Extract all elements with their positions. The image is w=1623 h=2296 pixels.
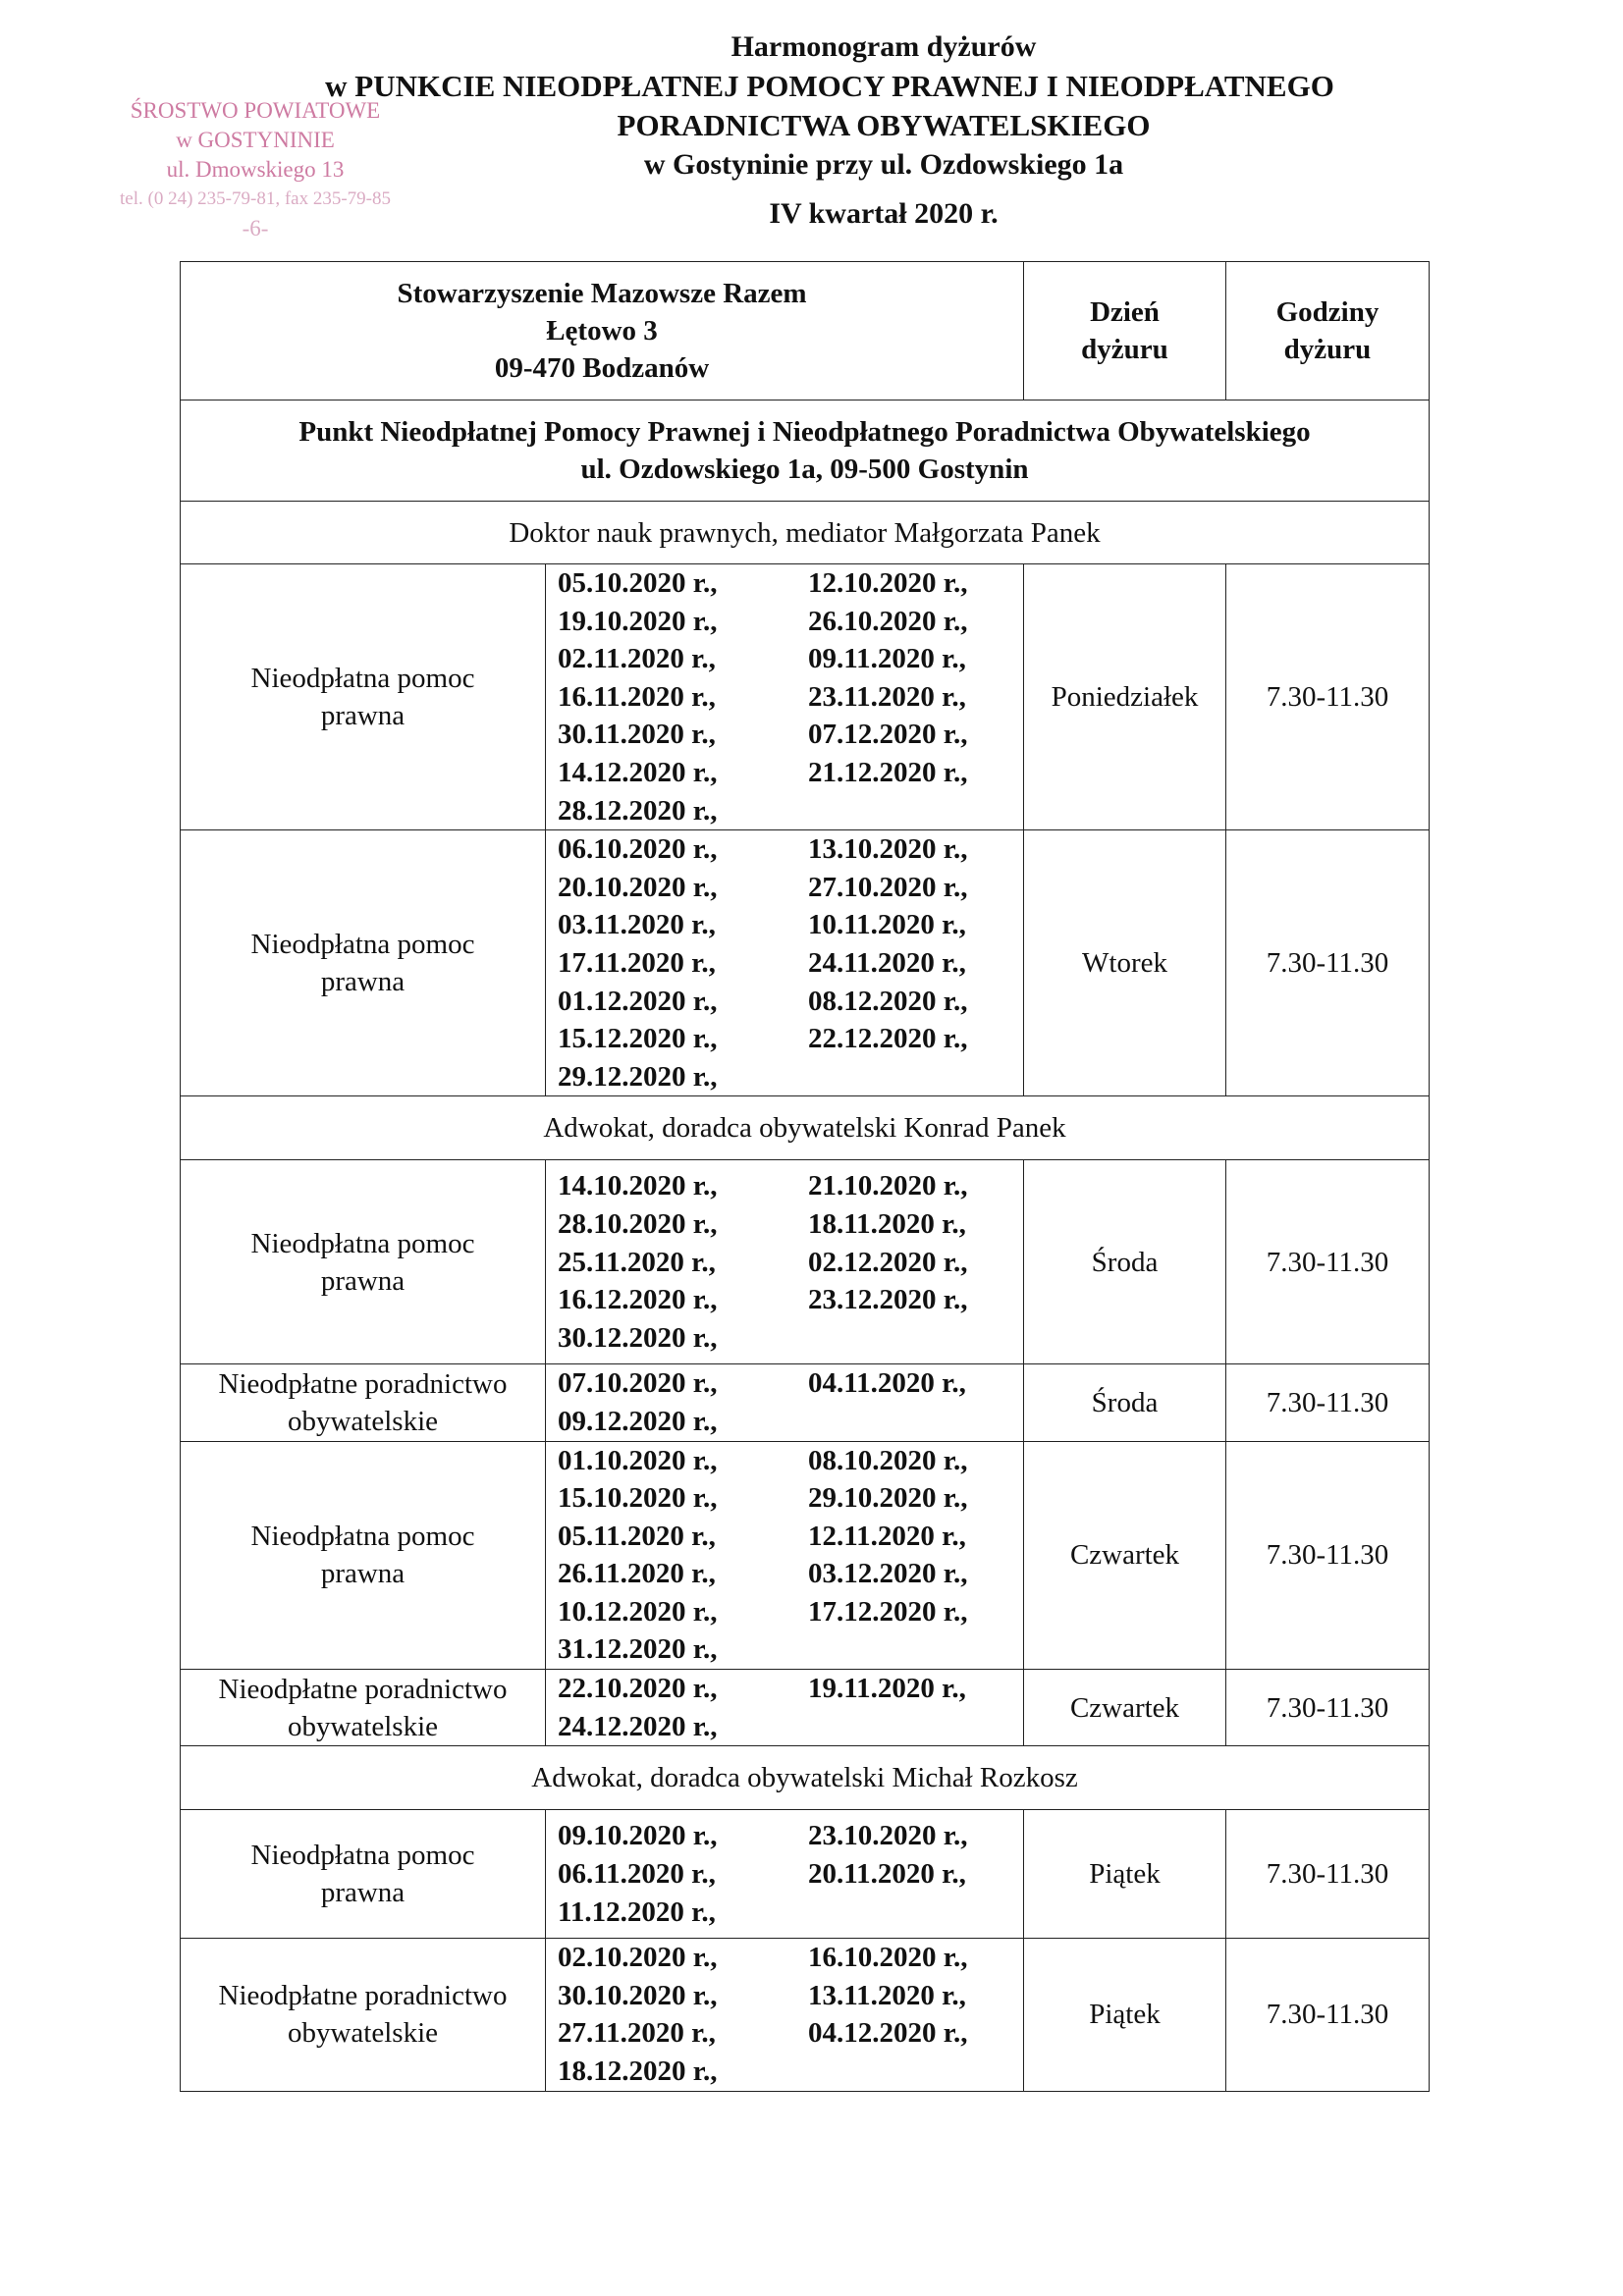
duty-day-cell: Czwartek	[1024, 1441, 1226, 1670]
duty-date: 20.11.2020 r.,	[808, 1857, 966, 1890]
duty-date: 28.10.2020 r.,	[558, 1207, 718, 1240]
dates-list	[546, 1670, 1023, 1745]
duty-date: 10.12.2020 r.,	[558, 1595, 718, 1628]
person-row	[181, 502, 1430, 564]
duty-date: 06.10.2020 r.,	[558, 833, 718, 866]
assistance-type-line1: Nieodpłatna pomoc	[250, 1227, 475, 1259]
person-cell: Doktor nauk prawnych, mediator Małgorzata Panek	[181, 502, 1430, 564]
duty-date: 22.10.2020 r.,	[558, 1673, 718, 1705]
duty-day-cell: Środa	[1024, 1160, 1226, 1364]
assistance-type-line1: Nieodpłatne poradnictwo	[218, 1673, 508, 1705]
dates-cell	[546, 1160, 1024, 1364]
assistance-type-line2: prawna	[320, 1264, 406, 1297]
col-header-day-line1: Dzień	[1090, 296, 1160, 328]
dates-cell	[546, 1441, 1024, 1670]
duty-date: 09.10.2020 r.,	[558, 1820, 718, 1852]
dates-list	[546, 564, 1023, 829]
duty-date: 12.11.2020 r.,	[808, 1520, 966, 1552]
duty-date: 30.11.2020 r.,	[558, 719, 716, 751]
assistance-type-cell	[181, 1939, 546, 2091]
table-row	[181, 1939, 1430, 2091]
document-header	[226, 27, 1434, 234]
dates-list	[546, 1939, 1023, 2090]
stamp-line-phone: tel. (0 24) 235-79-81, fax 235-79-85	[120, 188, 391, 209]
col-header-day	[1024, 262, 1226, 400]
assistance-type-line2: obywatelskie	[287, 1710, 438, 1742]
table-row	[181, 564, 1430, 830]
duty-date: 03.11.2020 r.,	[558, 909, 716, 941]
assistance-type-line1: Nieodpłatna pomoc	[250, 663, 475, 695]
stamp-line-street: ul. Dmowskiego 13	[166, 157, 345, 182]
assistance-type-line1: Nieodpłatna pomoc	[250, 929, 475, 961]
table-header-row	[181, 262, 1430, 400]
duty-date: 23.11.2020 r.,	[808, 680, 966, 713]
person-cell: Adwokat, doradca obywatelski Konrad Panek	[181, 1096, 1430, 1160]
duty-date: 26.10.2020 r.,	[808, 605, 968, 637]
stamp-line-office: ŚROSTWO POWIATOWE	[130, 98, 381, 123]
duty-date: 07.12.2020 r.,	[808, 719, 968, 751]
assistance-type-line2: obywatelskie	[287, 1405, 438, 1437]
duty-day-cell: Piątek	[1024, 1939, 1226, 2091]
dates-cell	[546, 1939, 1024, 2091]
duty-date: 16.12.2020 r.,	[558, 1284, 718, 1316]
duty-date: 02.10.2020 r.,	[558, 1942, 718, 1974]
stamp-line-page: -6-	[242, 216, 269, 240]
duty-day-cell: Poniedziałek	[1024, 564, 1226, 830]
assistance-type-line2: prawna	[320, 700, 406, 732]
duty-date: 27.11.2020 r.,	[558, 2017, 716, 2050]
duty-date: 01.12.2020 r.,	[558, 985, 718, 1017]
duty-date: 24.11.2020 r.,	[808, 946, 966, 979]
duty-date: 19.11.2020 r.,	[808, 1673, 966, 1705]
duty-date: 06.11.2020 r.,	[558, 1857, 716, 1890]
duty-hours-cell: 7.30-11.30	[1226, 1364, 1430, 1441]
assistance-type-cell	[181, 1670, 546, 1746]
table-row	[181, 1670, 1430, 1746]
duty-date: 23.10.2020 r.,	[808, 1820, 968, 1852]
assistance-type-line2: prawna	[320, 966, 406, 998]
duty-date: 30.10.2020 r.,	[558, 1979, 718, 2011]
duty-date: 18.12.2020 r.,	[558, 2056, 718, 2088]
doc-quarter: IV kwartał 2020 r.	[769, 197, 999, 230]
point-row	[181, 400, 1430, 502]
duty-date: 04.11.2020 r.,	[808, 1367, 966, 1400]
duty-date: 31.12.2020 r.,	[558, 1633, 718, 1666]
duty-date: 04.12.2020 r.,	[808, 2017, 968, 2050]
duty-date: 09.12.2020 r.,	[558, 1405, 718, 1437]
duty-date: 18.11.2020 r.,	[808, 1207, 966, 1240]
assistance-type-line1: Nieodpłatna pomoc	[250, 1521, 475, 1553]
duty-date: 28.12.2020 r.,	[558, 794, 718, 827]
organization-cell	[181, 262, 1024, 400]
duty-date: 22.12.2020 r.,	[808, 1023, 968, 1055]
duty-date: 16.11.2020 r.,	[558, 680, 716, 713]
duty-date: 02.12.2020 r.,	[808, 1246, 968, 1278]
duty-date: 21.10.2020 r.,	[808, 1170, 968, 1202]
duty-date: 02.11.2020 r.,	[558, 643, 716, 675]
duty-day-cell: Środa	[1024, 1364, 1226, 1441]
duty-date: 14.10.2020 r.,	[558, 1170, 718, 1202]
doc-subtitle-2: PORADNICTWA OBYWATELSKIEGO	[617, 108, 1151, 142]
duty-date: 26.11.2020 r.,	[558, 1558, 716, 1590]
col-header-day-line2: dyżuru	[1081, 334, 1168, 365]
duty-date: 09.11.2020 r.,	[808, 643, 966, 675]
duty-date: 12.10.2020 r.,	[808, 567, 968, 599]
duty-hours-cell: 7.30-11.30	[1226, 1670, 1430, 1746]
duty-date: 27.10.2020 r.,	[808, 871, 968, 903]
person-row	[181, 1096, 1430, 1160]
duty-date: 13.10.2020 r.,	[808, 833, 968, 866]
dates-cell	[546, 1670, 1024, 1746]
table-row	[181, 830, 1430, 1096]
duty-date: 15.10.2020 r.,	[558, 1482, 718, 1515]
assistance-type-line1: Nieodpłatna pomoc	[250, 1840, 475, 1872]
duty-date: 10.11.2020 r.,	[808, 909, 966, 941]
duty-date: 05.11.2020 r.,	[558, 1520, 716, 1552]
duty-date: 17.12.2020 r.,	[808, 1595, 968, 1628]
assistance-type-line2: obywatelskie	[287, 2017, 438, 2050]
dates-cell	[546, 1364, 1024, 1441]
col-header-hours	[1226, 262, 1430, 400]
person-row	[181, 1746, 1430, 1810]
assistance-type-cell	[181, 830, 546, 1096]
dates-list	[546, 1817, 1023, 1931]
duty-date: 15.12.2020 r.,	[558, 1023, 718, 1055]
dates-cell	[546, 1810, 1024, 1939]
dates-cell	[546, 830, 1024, 1096]
duty-day-cell: Piątek	[1024, 1810, 1226, 1939]
duty-date: 20.10.2020 r.,	[558, 871, 718, 903]
dates-list	[546, 1364, 1023, 1440]
dates-list	[546, 1167, 1023, 1357]
table-row	[181, 1810, 1430, 1939]
duty-hours-cell: 7.30-11.30	[1226, 1939, 1430, 2091]
org-address-2: 09-470 Bodzanów	[494, 352, 710, 384]
table-row	[181, 1160, 1430, 1364]
duty-date: 16.10.2020 r.,	[808, 1942, 968, 1974]
assistance-type-cell	[181, 1441, 546, 1670]
point-cell	[181, 400, 1430, 502]
assistance-type-line2: prawna	[320, 1877, 406, 1909]
duty-date: 07.10.2020 r.,	[558, 1367, 718, 1400]
dates-cell	[546, 564, 1024, 830]
duty-date: 19.10.2020 r.,	[558, 605, 718, 637]
duty-hours-cell: 7.30-11.30	[1226, 1160, 1430, 1364]
duty-date: 30.12.2020 r.,	[558, 1321, 718, 1354]
duty-date: 03.12.2020 r.,	[808, 1558, 968, 1590]
duty-date: 11.12.2020 r.,	[558, 1896, 716, 1928]
duty-hours-cell: 7.30-11.30	[1226, 1441, 1430, 1670]
assistance-type-line1: Nieodpłatne poradnictwo	[218, 1367, 508, 1400]
assistance-type-cell	[181, 1810, 546, 1939]
duty-date: 24.12.2020 r.,	[558, 1710, 718, 1742]
table-row	[181, 1364, 1430, 1441]
org-name: Stowarzyszenie Mazowsze Razem	[397, 278, 807, 309]
point-name: Punkt Nieodpłatnej Pomocy Prawnej i Nieodpłatnego Poradnictwa Obywatelskiego	[298, 416, 1311, 448]
duty-date: 17.11.2020 r.,	[558, 946, 716, 979]
stamp-line-city: w GOSTYNINIE	[176, 128, 335, 152]
duty-date: 23.12.2020 r.,	[808, 1284, 968, 1316]
duty-date: 08.12.2020 r.,	[808, 985, 968, 1017]
table-row	[181, 1441, 1430, 1670]
duty-hours-cell: 7.30-11.30	[1226, 564, 1430, 830]
dates-list	[546, 830, 1023, 1095]
assistance-type-line2: prawna	[320, 1558, 406, 1590]
doc-subtitle-1: w PUNKCIE NIEODPŁATNEJ POMOCY PRAWNEJ I NIEODPŁATNEGO	[325, 69, 1334, 103]
duty-date: 21.12.2020 r.,	[808, 756, 968, 788]
duty-date: 08.10.2020 r.,	[808, 1444, 968, 1476]
duty-day-cell: Czwartek	[1024, 1670, 1226, 1746]
duty-hours-cell: 7.30-11.30	[1226, 1810, 1430, 1939]
duty-hours-cell: 7.30-11.30	[1226, 830, 1430, 1096]
schedule-table	[180, 261, 1430, 2092]
duty-date: 14.12.2020 r.,	[558, 756, 718, 788]
duty-day-cell: Wtorek	[1024, 830, 1226, 1096]
assistance-type-line1: Nieodpłatne poradnictwo	[218, 1980, 508, 2012]
doc-location: w Gostyninie przy ul. Ozdowskiego 1a	[643, 148, 1124, 181]
assistance-type-cell	[181, 1364, 546, 1441]
col-header-hours-line1: Godziny	[1275, 296, 1380, 328]
doc-title: Harmonogram dyżurów	[730, 30, 1037, 63]
duty-date: 05.10.2020 r.,	[558, 567, 718, 599]
assistance-type-cell	[181, 1160, 546, 1364]
assistance-type-cell	[181, 564, 546, 830]
col-header-hours-line2: dyżuru	[1283, 334, 1372, 365]
org-address-1: Łętowo 3	[546, 315, 658, 347]
dates-list	[546, 1442, 1023, 1670]
point-address: ul. Ozdowskiego 1a, 09-500 Gostynin	[580, 454, 1029, 485]
duty-date: 29.12.2020 r.,	[558, 1060, 718, 1093]
person-cell: Adwokat, doradca obywatelski Michał Rozkosz	[181, 1746, 1430, 1810]
duty-date: 01.10.2020 r.,	[558, 1444, 718, 1476]
duty-date: 29.10.2020 r.,	[808, 1482, 968, 1515]
duty-date: 13.11.2020 r.,	[808, 1979, 966, 2011]
duty-date: 25.11.2020 r.,	[558, 1246, 716, 1278]
